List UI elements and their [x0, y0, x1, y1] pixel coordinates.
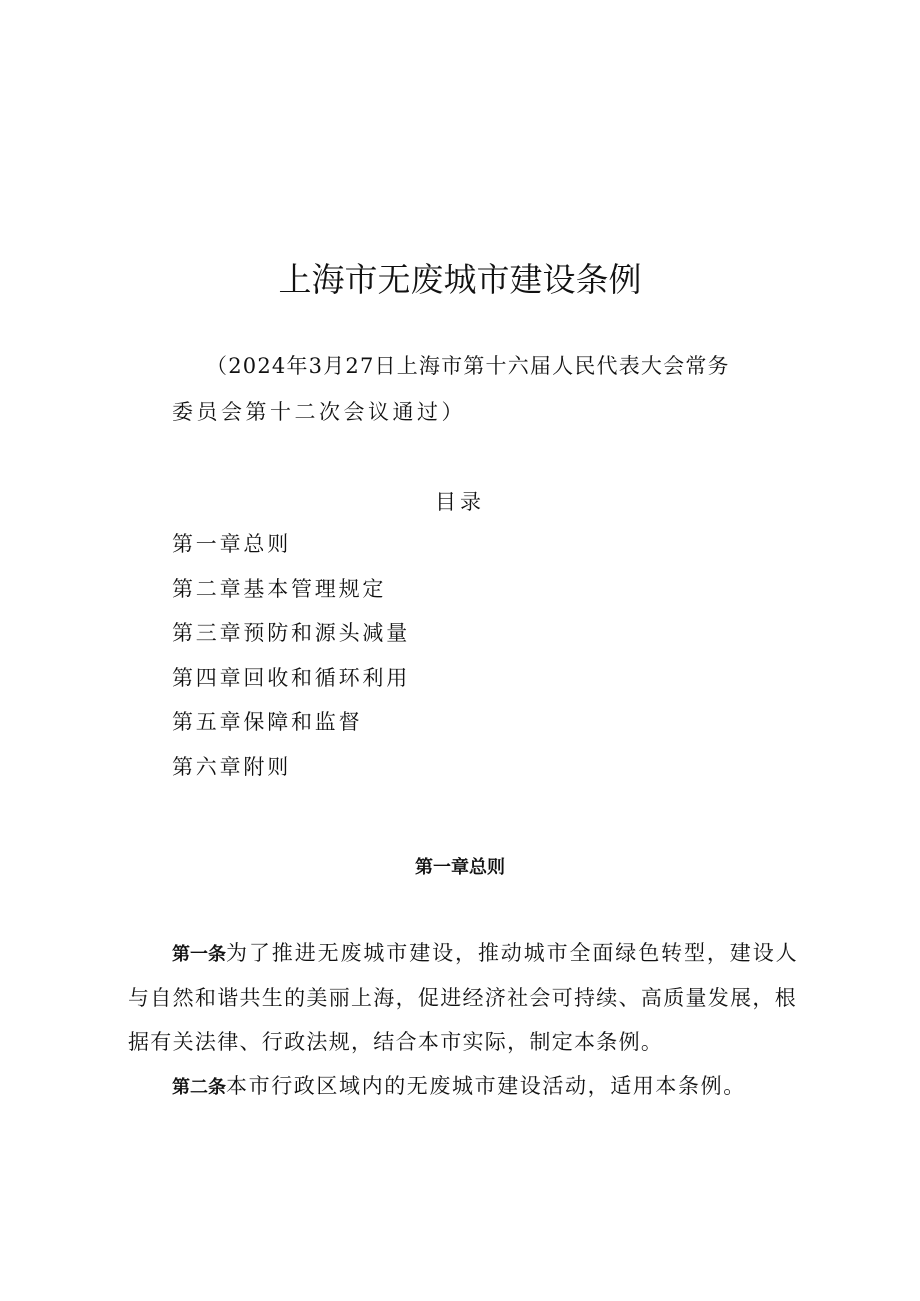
chapter-1-heading: 第一章总则 — [415, 857, 505, 878]
toc-item-chapter-4: 第四章回收和循环利用 — [172, 665, 410, 690]
toc-item-chapter-1: 第一章总则 — [172, 532, 291, 556]
article-2 — [172, 1070, 746, 1100]
article-1-line-3: 据有关法律、行政法规，结合本市实际，制定本条例。 — [128, 1030, 664, 1054]
article-1-line-2: 与自然和谐共生的美丽上海，促进经济社会可持续、高质量发展，根 — [128, 986, 797, 1010]
article-2-text: 本市行政区域内的无废城市建设活动，适用本条例。 — [226, 1074, 746, 1098]
adoption-note-line-1: （2024年3月27日上海市第十六届人民代表大会常务 — [206, 354, 730, 378]
article-1-label: 第一条 — [172, 944, 226, 965]
adoption-note-line-2: 委员会第十二次会议通过） — [172, 400, 466, 424]
toc-heading: 目录 — [435, 490, 485, 514]
document-title: 上海市无废城市建设条例 — [278, 260, 642, 299]
article-2-label: 第二条 — [172, 1077, 226, 1098]
article-1-line-1 — [172, 937, 799, 967]
table-of-contents — [172, 529, 410, 796]
toc-item-chapter-2: 第二章基本管理规定 — [172, 576, 387, 601]
toc-item-chapter-3: 第三章预防和源头减量 — [172, 621, 410, 645]
article-1-text-1: 为了推进无废城市建设，推动城市全面绿色转型，建设人 — [226, 941, 799, 965]
toc-item-chapter-5: 第五章保障和监督 — [172, 710, 363, 734]
toc-item-chapter-6: 第六章附则 — [172, 754, 291, 779]
